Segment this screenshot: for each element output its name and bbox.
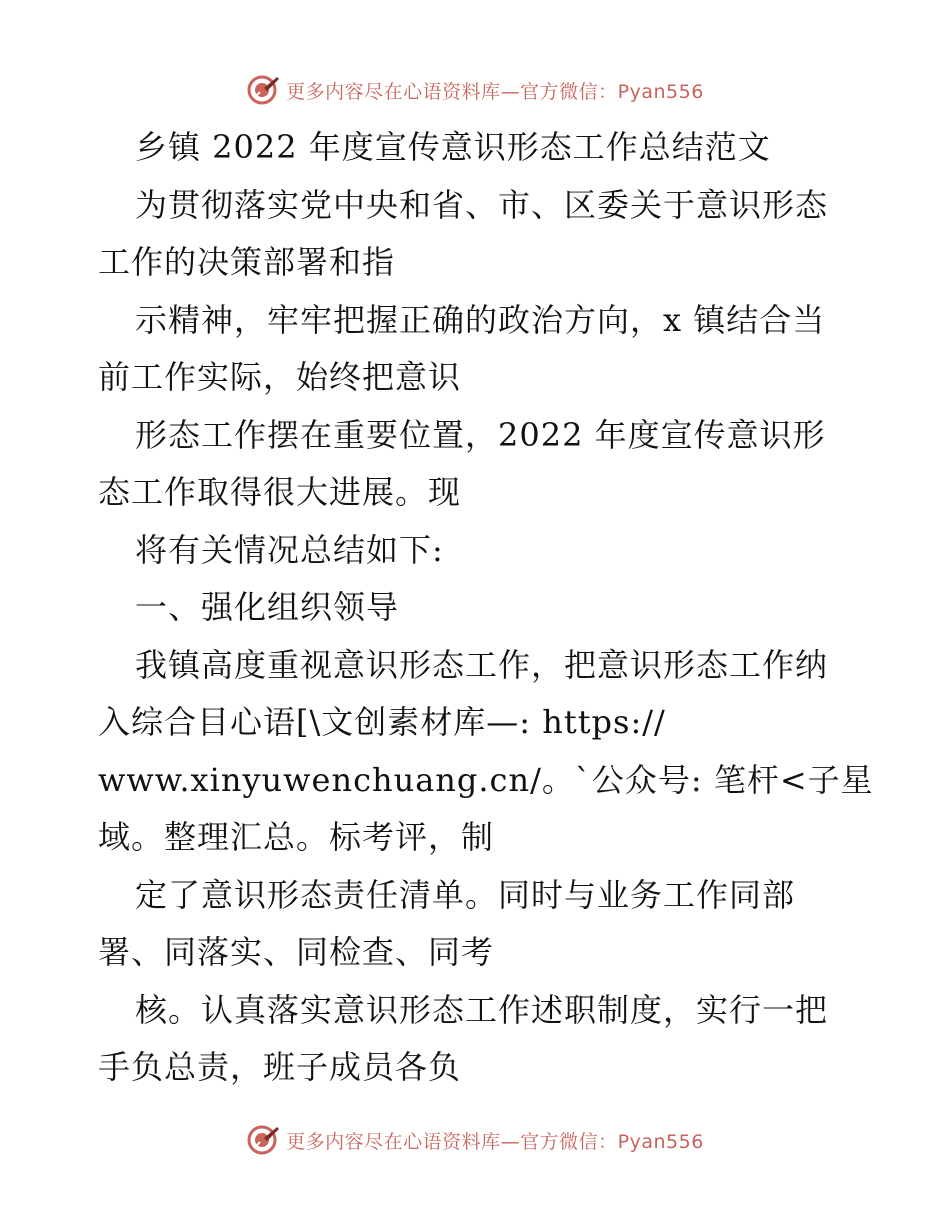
header-banner-text: 更多内容尽在心语资料库—官方微信：Pyan556 — [286, 80, 704, 103]
text-line: 工作的决策部署和指 — [98, 243, 396, 281]
text-line: 态工作取得很大进展。现 — [98, 473, 462, 511]
text-line: 手负总责，班子成员各负 — [98, 1048, 462, 1086]
footer-banner-text: 更多内容尽在心语资料库—官方微信：Pyan556 — [286, 1130, 704, 1153]
document-body — [98, 119, 874, 1097]
text-line: 前工作实际，始终把意识 — [98, 358, 462, 396]
pen-logo-icon — [246, 73, 280, 107]
pen-logo-icon — [246, 1123, 280, 1157]
text-line: 乡镇 2022 年度宣传意识形态工作总结范文 — [135, 128, 771, 166]
text-line: 为贯彻落实党中央和省、市、区委关于意识形态 — [135, 185, 829, 224]
text-line: www.xinyuwenchuang.cn/。`公众号: 笔杆<子星 — [98, 760, 874, 799]
text-line: 将有关情况总结如下: — [135, 530, 444, 569]
header-banner — [0, 70, 950, 110]
text-line: 入综合目心语[\文创素材库—: https:// — [98, 703, 666, 741]
text-line: 我镇高度重视意识形态工作，把意识形态工作纳 — [135, 645, 829, 684]
text-line: 示精神，牢牢把握正确的政治方向，x 镇结合当 — [135, 300, 826, 339]
text-line: 核。认真落实意识形态工作述职制度，实行一把 — [135, 990, 829, 1029]
text-line: 署、同落实、同检查、同考 — [98, 933, 495, 971]
text-line: 形态工作摆在重要位置，2022 年度宣传意识形 — [135, 415, 826, 454]
text-line: 域。整理汇总。标考评，制 — [98, 818, 495, 856]
footer-banner — [0, 1120, 950, 1160]
text-line: 一、强化组织领导 — [135, 588, 400, 626]
text-line: 定了意识形态责任清单。同时与业务工作同部 — [135, 875, 796, 914]
